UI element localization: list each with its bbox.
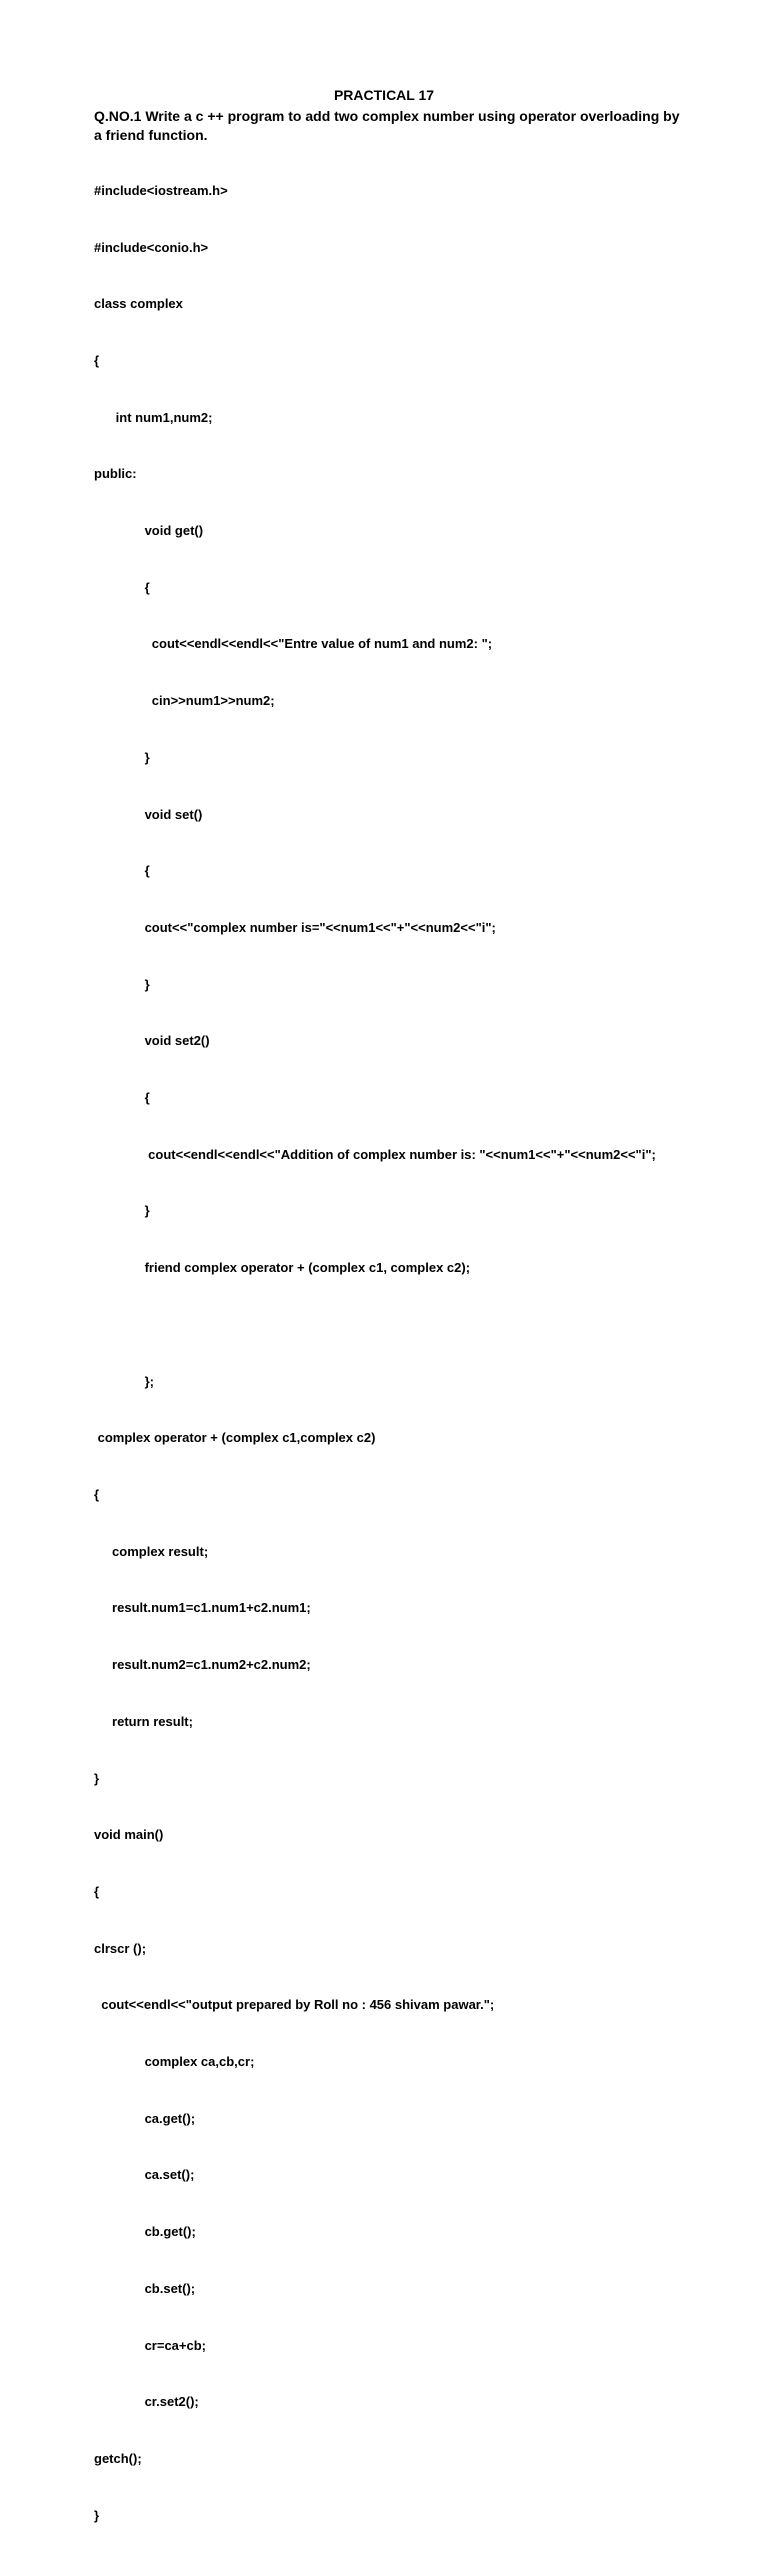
code-line: {: [94, 352, 100, 368]
code-line: getch();: [94, 2450, 142, 2466]
code-line: complex result;: [94, 1543, 209, 1559]
code-line: complex ca,cb,cr;: [94, 2054, 255, 2070]
code-line: ca.get();: [94, 2110, 196, 2126]
code-line: cb.get();: [94, 2224, 196, 2240]
code-line: cout<<"complex number is="<<num1<<"+"<<num2<<"i";: [94, 919, 496, 935]
code-line: {: [94, 1883, 100, 1899]
code-line: {: [94, 863, 150, 879]
code-line: result.num2=c1.num2+c2.num2;: [94, 1657, 311, 1673]
code-line: void main(): [94, 1827, 164, 1843]
code-line: }: [94, 976, 150, 992]
code-line: #include<iostream.h>: [94, 182, 228, 198]
code-line: void get(): [94, 523, 204, 539]
code-line: cout<<endl<<endl<<"Entre value of num1 and num2: ";: [94, 636, 493, 652]
code-line: return result;: [94, 1713, 193, 1729]
page-title-text: PRACTICAL 17: [333, 87, 435, 103]
code-line: ca.set();: [94, 2167, 195, 2183]
code-line: {: [94, 1090, 150, 1106]
code-line: clrscr ();: [94, 1940, 147, 1956]
code-line: cb.set();: [94, 2280, 196, 2296]
page-title: [0, 86, 768, 105]
code-line: }: [94, 2507, 100, 2523]
code-line: void set(): [94, 806, 203, 822]
code-line: }: [94, 1203, 150, 1219]
code-line: int num1,num2;: [94, 409, 213, 425]
code-line: result.num1=c1.num1+c2.num1;: [94, 1600, 311, 1616]
code-line: cout<<endl<<"output prepared by Roll no : 456 shivam pawar.";: [94, 1997, 495, 2013]
code-line: complex operator + (complex c1,complex c2): [94, 1430, 376, 1446]
code-line: void set2(): [94, 1033, 210, 1049]
code-line: class complex: [94, 296, 183, 312]
code-line: }: [94, 749, 150, 765]
code-line: {: [94, 579, 150, 595]
code-line: friend complex operator + (complex c1, complex c2);: [94, 1260, 471, 1276]
code-line: cr.set2();: [94, 2394, 199, 2410]
code-line: {: [94, 1486, 100, 1502]
code-line: };: [94, 1373, 154, 1389]
code-line: cout<<endl<<endl<<"Addition of complex number is: "<<num1<<"+"<<num2<<"i";: [94, 1146, 656, 1162]
code-line: cin>>num1>>num2;: [94, 693, 275, 709]
code-line: }: [94, 1770, 100, 1786]
code-line: public:: [94, 466, 137, 482]
code-line: #include<conio.h>: [94, 239, 209, 255]
code-line: [94, 1316, 714, 1335]
code-block: [94, 144, 714, 2563]
question-text: Q.NO.1 Write a c ++ program to add two complex number using operator overloading by a friend function.: [94, 108, 680, 143]
code-line: cr=ca+cb;: [94, 2337, 206, 2353]
